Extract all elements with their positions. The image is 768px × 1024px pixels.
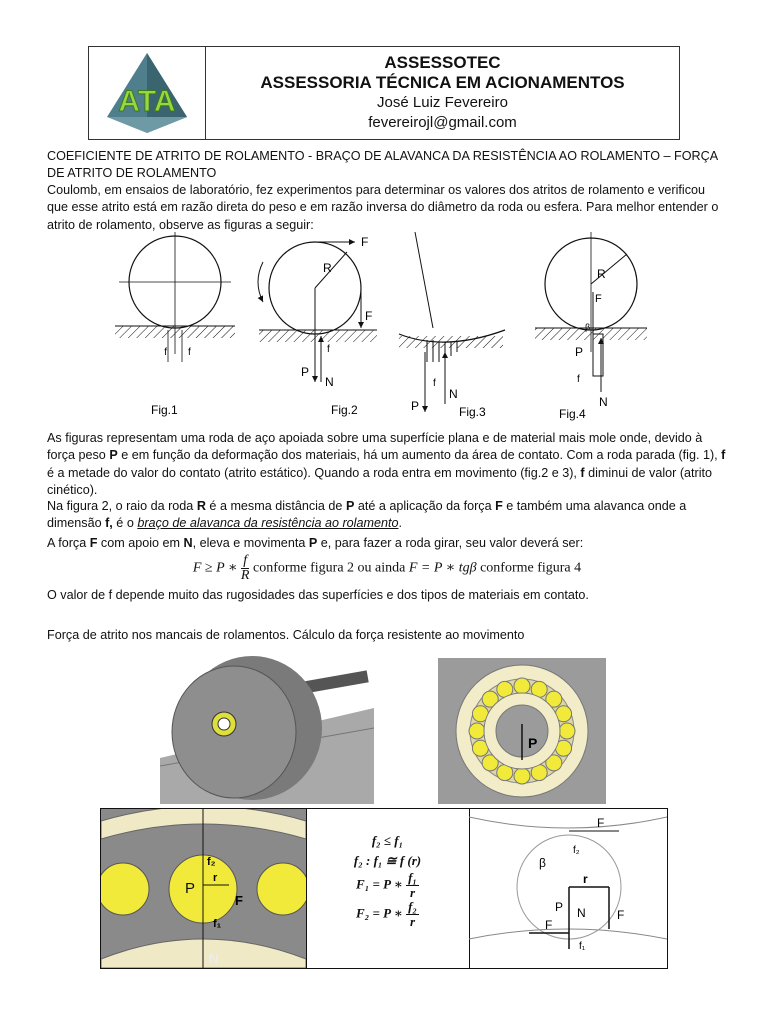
fig4-beta: β (585, 322, 591, 332)
paragraph-roughness: O valor de f depende muito das rugosidades das superfícies e dos tipos de materiais em contato. (47, 588, 589, 602)
figure-1 (115, 232, 235, 417)
bearing-formulas-table (100, 808, 668, 969)
bearing-ball (514, 678, 530, 694)
detail-f2: f₂ (207, 856, 216, 868)
detail-N: N (209, 951, 219, 966)
ball-bearing-render (438, 658, 606, 804)
bearing-ball (514, 768, 530, 784)
table-cell-formulas (306, 809, 470, 968)
wheel-3d-render (160, 648, 374, 804)
force-equation: F ≥ P ∗ $\frac{f}{R}$ conforme figura 2 ou ainda F = P ∗ tgβ conforme figura 4 (192, 553, 582, 583)
detail-f1: f₁ (213, 918, 222, 930)
diagram-f1: f₁ (579, 941, 586, 952)
svg-text:ATA: ATA (118, 85, 176, 118)
figure-1-caption: Fig.1 (151, 403, 178, 417)
section-heading: COEFICIENTE DE ATRITO DE ROLAMENTO - BRAÇO DE ALAVANCA DA RESISTÊNCIA AO ROLAMENTO – FORÇA DE ATRITO DE ROLAMENTO (47, 149, 718, 181)
detail-F: F (235, 893, 243, 908)
diagram-P: P (555, 900, 564, 914)
formula-F1: F₁ = P ∗ $\frac{\text{f₁}}{r}$ (356, 870, 417, 900)
diagram-F-right: F (617, 908, 625, 922)
fig4-P: P (575, 345, 584, 359)
lever-arm-term: braço de alavanca da resistência ao rolamento (137, 516, 399, 531)
section-bearings-heading: Força de atrito nos mancais de rolamentos. Cálculo da força resistente ao movimento (47, 628, 525, 642)
figure-4-caption: Fig.4 (559, 407, 586, 421)
formula-f2-le-f1: f₂ ≤ f₁ (371, 833, 404, 848)
document-header (88, 46, 680, 140)
figure-3-caption: Fig.3 (459, 405, 486, 419)
fig2-R: R (323, 261, 332, 275)
fig4-f: f (577, 374, 580, 385)
fig3-P: P (411, 399, 420, 413)
fig3-N: N (449, 387, 458, 401)
diagram-N: N (577, 906, 586, 920)
diagram-F-top: F (597, 816, 605, 830)
company-subtitle: ASSESSORIA TÉCNICA EM ACIONAMENTOS (260, 73, 625, 92)
table-cell-force-diagram (469, 809, 667, 968)
fig2-P: P (301, 365, 310, 379)
fig1-f-right: f (188, 347, 191, 358)
figure-4 (535, 232, 647, 421)
table-cell-bearing-detail (101, 809, 307, 968)
fig4-N: N (599, 395, 608, 409)
fig2-F-top: F (361, 235, 369, 249)
diagram-F-bottom: F (545, 918, 553, 932)
company-logo (89, 47, 206, 139)
diagram-r: r (583, 872, 588, 886)
figure-2 (258, 235, 377, 417)
figure-2-caption: Fig.2 (331, 403, 358, 417)
fig2-f: f (327, 344, 330, 355)
fig3-f: f (433, 378, 436, 389)
paragraph-figure-2: Na figura 2, o raio da roda R é a mesma distância de P até a aplicação da força F e também uma alavanca onde a dimensão f, é o braço de alavanca da resistência ao rolamento. (47, 499, 687, 531)
bearing-P-label: P (528, 735, 538, 751)
intro-paragraph: Coulomb, em ensaios de laboratório, fez experimentos para determinar os valores dos atritos de rolamento e verificou que esse atrito está em razão direta do peso e em razão inversa do diâmetro da roda ou esfera. Para melhor entender o atrito de rolamento, observe as figuras a seguir: (47, 183, 719, 232)
bearing-ball (559, 723, 575, 739)
fig4-R: R (597, 267, 606, 281)
formula-ratio: f₂ : f₁ ≅ f (r) (353, 853, 422, 868)
fig2-N: N (325, 375, 334, 389)
detail-P: P (185, 880, 196, 897)
fig4-F: F (595, 293, 602, 305)
diagram-f2: f₂ (573, 845, 580, 856)
diagram-beta: β (539, 856, 546, 870)
figure-3 (399, 232, 505, 419)
fig2-F-side: F (365, 309, 373, 323)
fig1-f-left: f (164, 347, 167, 358)
detail-r: r (213, 872, 218, 884)
paragraph-figures: As figuras representam uma roda de aço apoiada sobre uma superfície plana e de material mais mole onde, devido à força peso P e em função da deformação dos materiais, há um aumento da área de contato. Com a roda parada (fig. 1), f é a metade do valor do contato (atrito estático). Quando a roda entra em movimento (fig.2 e 3), f diminui de valor (atrito cinético). (47, 431, 726, 497)
author-name: José Luiz Fevereiro (377, 94, 508, 111)
paragraph-force: A força F com apoio em N, eleva e movimenta P e, para fazer a roda girar, seu valor deverá ser: (47, 536, 584, 550)
author-email[interactable]: fevereirojl@gmail.com (368, 114, 517, 131)
rolling-friction-figures (115, 232, 675, 424)
bearing-ball (469, 723, 485, 739)
formula-F2: F₂ = P ∗ $\frac{\text{f₂}}{r}$ (356, 899, 417, 929)
company-name: ASSESSOTEC (384, 53, 501, 72)
